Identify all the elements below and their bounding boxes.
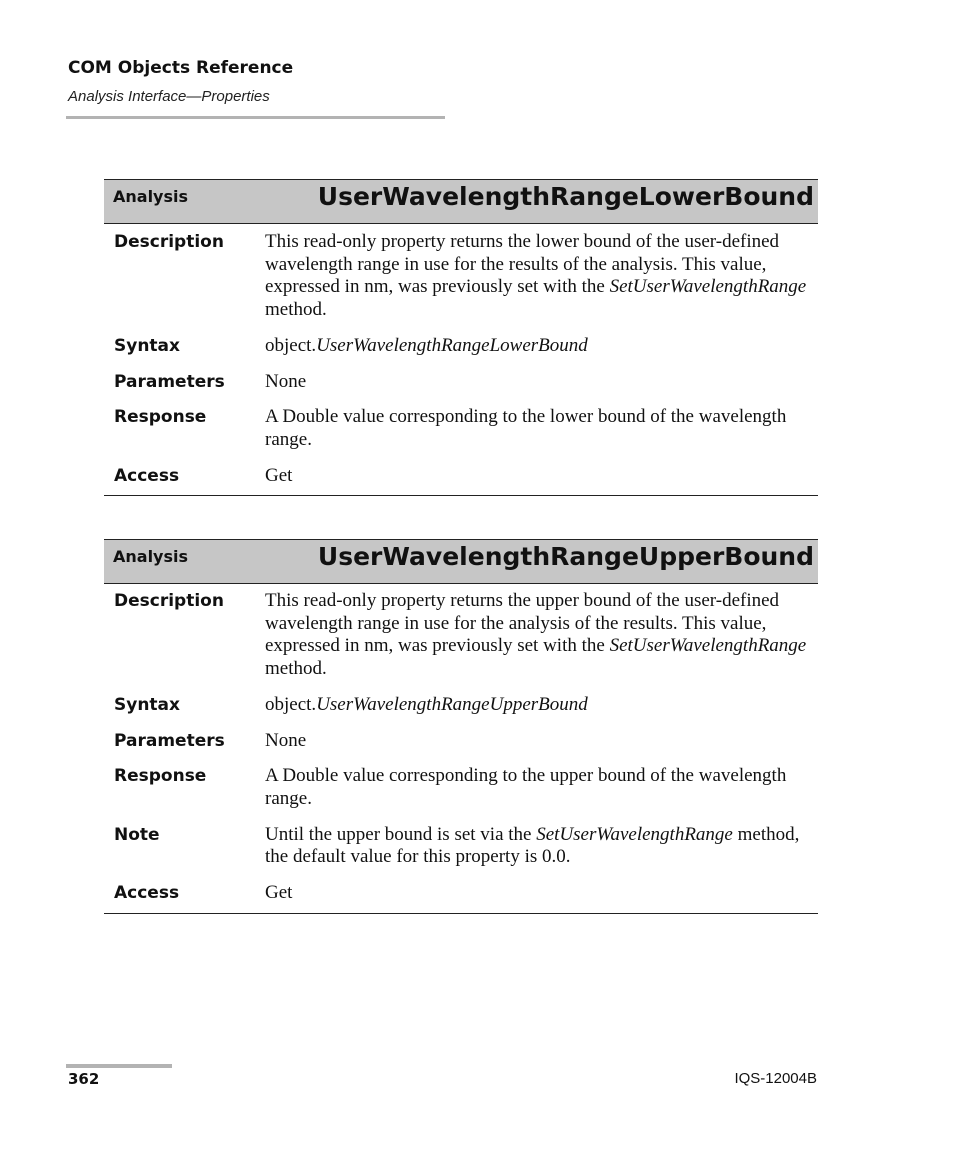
section-subtitle: Analysis Interface—Properties <box>68 88 270 105</box>
property-header <box>104 179 818 224</box>
method-reference: SetUserWavelengthRange <box>609 635 807 657</box>
parameters-label: Parameters <box>114 371 225 392</box>
access-label: Access <box>114 465 180 486</box>
access-text: Get <box>265 464 293 486</box>
parameters-row <box>104 371 818 394</box>
parameters-text: None <box>265 729 307 751</box>
property-category: Analysis <box>113 547 189 566</box>
property-block-lower-bound <box>104 179 818 496</box>
syntax-row <box>104 694 818 717</box>
parameters-row <box>104 730 818 753</box>
description-row <box>104 231 818 322</box>
response-label: Response <box>114 766 207 787</box>
property-name: UserWavelengthRangeLowerBound <box>317 182 814 211</box>
access-row <box>104 465 818 488</box>
response-text: A Double value corresponding to the upper bound of the wavelength range. <box>265 765 787 809</box>
access-row <box>104 882 818 905</box>
parameters-text: None <box>265 370 307 392</box>
page-number: 362 <box>68 1070 100 1088</box>
response-label: Response <box>114 407 207 428</box>
property-header <box>104 539 818 584</box>
section-title: COM Objects Reference <box>68 58 294 78</box>
parameters-label: Parameters <box>114 730 225 751</box>
syntax-label: Syntax <box>114 694 180 715</box>
response-text: A Double value corresponding to the lower bound of the wavelength range. <box>265 406 787 450</box>
method-reference: SetUserWavelengthRange <box>536 823 733 845</box>
syntax-label: Syntax <box>114 335 180 356</box>
syntax-text: object.UserWavelengthRangeUpperBound <box>265 693 588 715</box>
note-label: Note <box>114 824 160 845</box>
access-text: Get <box>265 882 293 904</box>
description-text: This read-only property returns the lower bound of the user-defined wavelength range in use for the results of the analysis. This value, expressed in nm, was previously set with the SetUserWavelengthRange method. <box>265 231 807 321</box>
property-block-upper-bound <box>104 539 818 914</box>
syntax-row <box>104 335 818 358</box>
property-name: UserWavelengthRangeUpperBound <box>317 542 814 571</box>
response-row <box>104 406 818 451</box>
footer-divider <box>66 1064 172 1068</box>
note-text: Until the upper bound is set via the SetUserWavelengthRange method, the default value for this property is 0.0. <box>265 823 800 868</box>
access-label: Access <box>114 883 180 904</box>
property-category: Analysis <box>113 187 189 206</box>
response-row <box>104 765 818 810</box>
method-reference: SetUserWavelengthRange <box>609 276 807 298</box>
header-divider <box>66 116 445 119</box>
description-row <box>104 590 818 681</box>
document-code: IQS-12004B <box>734 1070 817 1087</box>
description-label: Description <box>114 232 224 252</box>
description-text: This read-only property returns the upper bound of the user-defined wavelength range in use for the analysis of the results. This value, expressed in nm, was previously set with the SetUserWavelengthRange method. <box>265 590 807 680</box>
syntax-text: object.UserWavelengthRangeLowerBound <box>265 334 588 356</box>
note-row <box>104 824 818 869</box>
description-label: Description <box>114 591 224 611</box>
